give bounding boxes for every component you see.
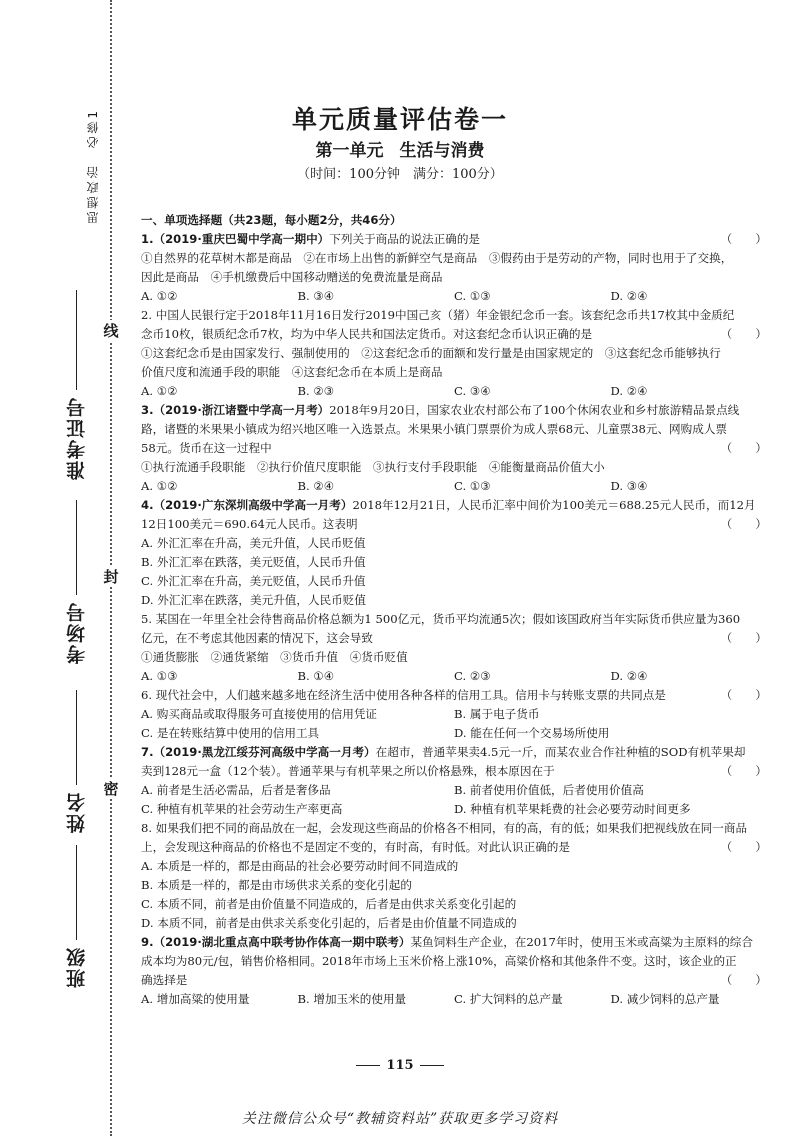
- option-d[interactable]: D. 种植有机苹果耗费的社会必要劳动时间更多: [454, 802, 691, 816]
- question-1: [141, 230, 767, 306]
- question-stem: 上，会发现这种商品的价格也不是固定不变的，有时高，有时低。对此认识正确的是 （ ）: [141, 838, 767, 857]
- option-b[interactable]: B. 属于电子货币: [454, 707, 540, 721]
- page-number: 115: [0, 1058, 800, 1073]
- options: [141, 990, 767, 1009]
- option-c[interactable]: C. 是在转账结算中使用的信用工具: [141, 726, 320, 740]
- option-a[interactable]: A. 购买商品或取得服务可直接使用的信用凭证: [141, 707, 378, 721]
- option-c[interactable]: C. ①③: [454, 479, 491, 493]
- statement-line: ①这套纪念币是由国家发行、强制使用的 ②这套纪念币的面额和发行量是由国家规定的 ③这套纪念币能够执行: [141, 346, 721, 360]
- question-stem: 58元。货币在这一过程中 （ ）: [141, 439, 767, 458]
- statement-line: 价值尺度和流通手段的职能 ④这套纪念币在本质上是商品: [141, 365, 443, 379]
- question-stem: 亿元，在不考虑其他因素的情况下，这会导致 （ ）: [141, 629, 767, 648]
- options: [141, 667, 767, 686]
- option-b[interactable]: B. ②④: [297, 479, 335, 493]
- option-c[interactable]: C. ①③: [454, 289, 491, 303]
- question-stem: 8. 如果我们把不同的商品放在一起，会发现这些商品的价格各不相同，有的高，有的低；如果我们把视线放在同一商品: [141, 821, 748, 835]
- question-7: [141, 743, 767, 819]
- question-stem: 6. 现代社会中，人们越来越多地在经济生活中使用各种各样的信用工具。信用卡与转账支票的共同点是 （ ）: [141, 686, 767, 705]
- question-stem: 成本均为80元/包，销售价格相同。2018年市场上玉米价格上涨10%，高粱价格和其他条件不变。这时，该企业的正: [141, 954, 737, 968]
- options: [141, 705, 767, 724]
- name-field[interactable]: [56, 690, 96, 833]
- question-stem: 3.（2019·浙江诸暨中学高一月考）2018年9月20日，国家农业农村部公布了100个休闲农业和乡村旅游精品景点线: [141, 403, 740, 417]
- options: [141, 781, 767, 800]
- statement-line: 因此是商品 ④手机缴费后中国移动赠送的免费流量是商品: [141, 270, 443, 284]
- answer-bracket: （ ）: [720, 441, 767, 455]
- exam-room-number-field[interactable]: [56, 500, 96, 664]
- answer-bracket: （ ）: [720, 327, 767, 341]
- seal-mark-secret: 密: [103, 780, 119, 798]
- page-number-dash: [420, 1065, 444, 1066]
- question-5: [141, 610, 767, 686]
- statement-line: ①自然界的花草树木都是商品 ②在市场上出售的新鲜空气是商品 ③假药由于是劳动的产物，同时也用于了交换，: [141, 251, 733, 265]
- question-stem: 2. 中国人民银行定于2018年11月16日发行2019中国己亥（猪）年金银纪念币一套。该套纪念币共17枚其中金质纪: [141, 308, 735, 322]
- question-source: 4.（2019·广东深圳高级中学高一月考）: [141, 498, 353, 512]
- page-number-dash: [356, 1065, 380, 1066]
- question-source: 9.（2019·湖北重点高中联考协作体高一期中联考）: [141, 935, 411, 949]
- fill-line: [76, 500, 77, 595]
- option-b[interactable]: B. 增加玉米的使用量: [297, 992, 407, 1006]
- option-b[interactable]: B. 前者使用价值低，后者使用价值高: [454, 783, 644, 797]
- answer-bracket: （ ）: [720, 764, 767, 778]
- option-d[interactable]: D. ②④: [610, 289, 648, 303]
- question-8: [141, 819, 767, 933]
- question-stem: 12日100美元＝690.64元人民币。这表明 （ ）: [141, 515, 767, 534]
- question-2: [141, 306, 767, 401]
- options: [141, 287, 767, 306]
- question-stem: 9.（2019·湖北重点高中联考协作体高一期中联考）某鱼饲料生产企业，在2017年时，使用玉米或高粱为主原料的综合: [141, 935, 753, 949]
- options: [141, 382, 767, 401]
- option-c[interactable]: C. 种植有机苹果的社会劳动生产率更高: [141, 802, 343, 816]
- fill-line: [76, 290, 77, 390]
- option-d[interactable]: D. 外汇汇率在跌落，美元升值，人民币贬值: [141, 593, 366, 607]
- option-b[interactable]: B. ③④: [297, 289, 335, 303]
- question-list: [141, 211, 767, 1009]
- option-d[interactable]: D. ②④: [610, 384, 648, 398]
- page-title: 单元质量评估卷一: [291, 105, 508, 134]
- field-label: 姓名: [65, 791, 88, 833]
- question-stem: 路，诸暨的米果果小镇成为绍兴地区唯一入选景点。米果果小镇门票票价为成人票68元、儿童票38元、网购成人票: [141, 422, 728, 436]
- statement-line: ①执行流通手段职能 ②执行价值尺度职能 ③执行支付手段职能 ④能衡量商品价值大小: [141, 460, 605, 474]
- option-b[interactable]: B. ②③: [297, 384, 335, 398]
- question-stem: 7.（2019·黑龙江绥芬河高级中学高一月考）在超市，普通苹果卖4.5元一斤，而某农业合作社种植的SOD有机苹果却: [141, 745, 746, 759]
- option-b[interactable]: B. ①④: [297, 669, 335, 683]
- option-c[interactable]: C. 扩大饲料的总产量: [454, 992, 563, 1006]
- question-source: 3.（2019·浙江诸暨中学高一月考）: [141, 403, 330, 417]
- seal-mark-line: 线: [103, 322, 119, 340]
- option-a[interactable]: A. 增加高粱的使用量: [141, 992, 250, 1006]
- option-d[interactable]: D. ③④: [610, 479, 648, 493]
- unit-label: 第一单元: [315, 141, 384, 161]
- question-4: [141, 496, 767, 610]
- option-d[interactable]: D. ②④: [610, 669, 648, 683]
- question-stem: 5. 某国在一年里全社会待售商品价格总额为1 500亿元，货币平均流通5次；假如该国政府当年实际货币供应量为360: [141, 612, 741, 626]
- answer-bracket: （ ）: [720, 840, 767, 854]
- footer-note: 关注微信公众号“教辅资料站”获取更多学习资料: [241, 1111, 559, 1127]
- unit-subtitle: [0, 136, 800, 161]
- options: [141, 477, 767, 496]
- option-d[interactable]: D. 减少饲料的总产量: [610, 992, 720, 1006]
- class-field[interactable]: [56, 845, 96, 988]
- option-a[interactable]: A. ①③: [141, 669, 178, 683]
- option-c[interactable]: C. ②③: [454, 669, 491, 683]
- question-stem: 4.（2019·广东深圳高级中学高一月考）2018年12月21日，人民币汇率中间价为100美元＝688.25元人民币，而12月: [141, 498, 756, 512]
- question-stem: 念币10枚，银质纪念币7枚，均为中华人民共和国法定货币。对这套纪念币认识正确的是 （ ）: [141, 325, 767, 344]
- question-3: [141, 401, 767, 496]
- unit-topic: 生活与消费: [399, 141, 485, 161]
- fill-line: [76, 690, 77, 785]
- exam-info: （时间：100分钟 满分：100分）: [297, 167, 503, 182]
- question-source: 7.（2019·黑龙江绥芬河高级中学高一月考）: [141, 745, 376, 759]
- option-a[interactable]: A. ①②: [141, 289, 178, 303]
- exam-ticket-number-field[interactable]: [56, 290, 96, 480]
- option-d[interactable]: D. 本质不同，前者是由供求关系变化引起的，后者是由价值量不同造成的: [141, 916, 517, 930]
- option-a[interactable]: A. 本质是一样的，都是由商品的社会必要劳动时间不同造成的: [141, 859, 459, 873]
- options: [141, 800, 767, 819]
- option-c[interactable]: C. 本质不同，前者是由价值量不同造成的，后者是由供求关系变化引起的: [141, 897, 517, 911]
- option-b[interactable]: B. 本质是一样的，都是由市场供求关系的变化引起的: [141, 878, 412, 892]
- option-c[interactable]: C. ③④: [454, 384, 491, 398]
- question-stem: 确选择是 （ ）: [141, 971, 767, 990]
- seal-mark-seal: 封: [103, 568, 119, 586]
- question-9: [141, 933, 767, 1009]
- answer-bracket: （ ）: [720, 973, 767, 987]
- field-label: 班级: [65, 946, 88, 988]
- answer-bracket: （ ）: [720, 688, 767, 702]
- question-6: [141, 686, 767, 743]
- option-d[interactable]: D. 能在任何一个交易场所使用: [454, 726, 610, 740]
- statement-line: ①通货膨胀 ②通货紧缩 ③货币升值 ④货币贬值: [141, 650, 408, 664]
- section-heading: 一、单项选择题（共23题，每小题2分，共46分）: [141, 213, 402, 227]
- question-stem: 卖到128元一盒（12个装）。普通苹果与有机苹果之所以价格悬殊，根本原因在于 （ ）: [141, 762, 767, 781]
- fill-line: [76, 845, 77, 940]
- question-source: 1.（2019·重庆巴蜀中学高一期中）: [141, 232, 330, 246]
- options: [141, 724, 767, 743]
- answer-bracket: （ ）: [720, 517, 767, 531]
- option-a[interactable]: A. 外汇汇率在升高，美元升值，人民币贬值: [141, 536, 366, 550]
- answer-bracket: （ ）: [720, 631, 767, 645]
- question-stem: 1.（2019·重庆巴蜀中学高一期中）下列关于商品的说法正确的是 （ ）: [141, 230, 767, 249]
- option-b[interactable]: B. 外汇汇率在跌落，美元贬值，人民币升值: [141, 555, 366, 569]
- option-a[interactable]: A. ①②: [141, 479, 178, 493]
- option-a[interactable]: A. ①②: [141, 384, 178, 398]
- answer-bracket: （ ）: [720, 232, 767, 246]
- field-label: 考场号: [65, 601, 88, 664]
- option-c[interactable]: C. 外汇汇率在升高，美元贬值，人民币升值: [141, 574, 366, 588]
- option-a[interactable]: A. 前者是生活必需品，后者是奢侈品: [141, 783, 331, 797]
- subject-label: 思想政治 必修1: [86, 108, 100, 224]
- field-label: 准考证号: [65, 396, 88, 480]
